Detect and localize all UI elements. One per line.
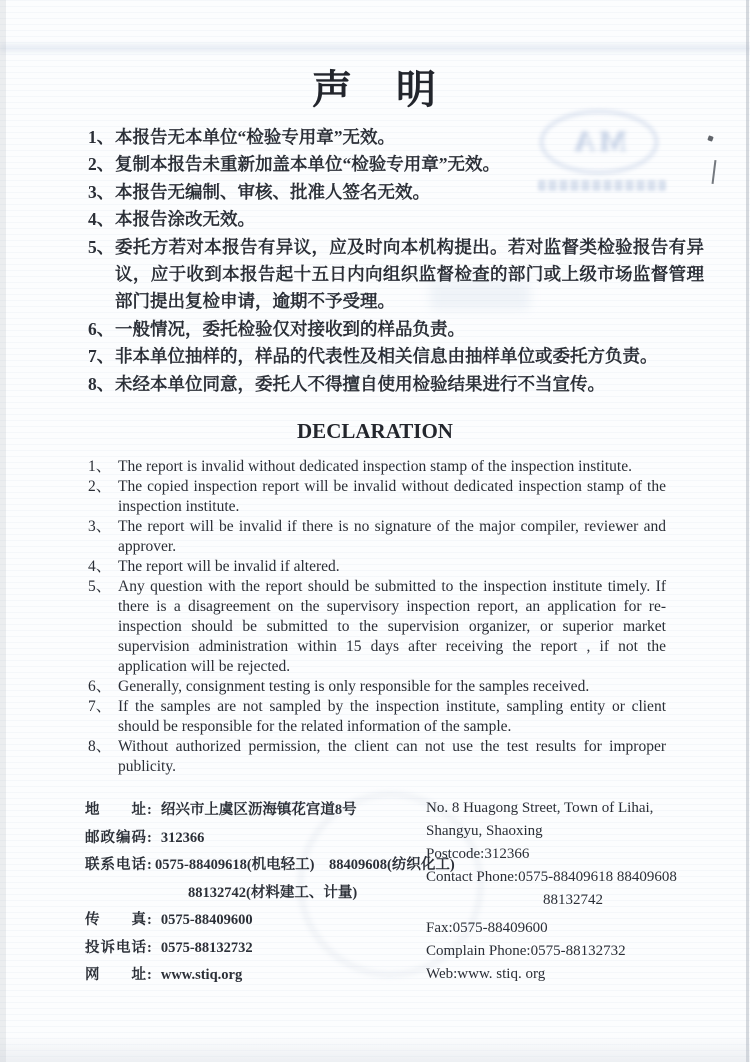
field-label: 邮政编码: [85,829,153,846]
item-text: 委托方若对本报告有异议，应及时向本机构提出。若对监督类检验报告有异议，应于收到本报告起十五日内向组织监督检查的部门或上级市场监督管理部门提出复检申请，逾期不予受理。 [115,236,704,312]
cn-declaration-item [88,151,704,178]
pen-mark [712,160,717,184]
item-number: 5、 [88,578,112,595]
en-declaration-item [88,477,666,517]
cn-declaration-item [88,316,704,343]
item-number: 3、 [88,518,112,535]
en-declaration-item [88,577,666,677]
en-declaration-item [88,557,666,577]
item-text: If the samples are not sampled by the inspection institute, sampling entity or client should be responsible for the related information of the sample. [118,698,666,735]
field-label: 网 址: [85,967,153,983]
scan-edge-bottom [0,1036,750,1062]
footer-row-fax [85,907,437,935]
footer-row-complaint-phone [85,935,437,963]
item-text: 本报告无编制、审核、批准人签名无效。 [115,181,430,202]
field-label: 投诉电话: [85,939,153,956]
footer-line-fax: Fax:0575-88409600 [426,920,548,936]
footer-line-complain-phone: Complain Phone:0575-88132732 [426,943,626,959]
cn-declaration-item [88,206,704,233]
item-number: 6、 [88,318,115,339]
item-text: Any question with the report should be submitted to the inspection institute timely. If there is a disagreement on the supervisory inspection report, an application for re-inspection should be submitted to the supervision organizer, or superior market supervision administration within 15 days after receiving the report , if not the application will be rejected. [118,578,666,675]
item-number: 6、 [88,678,112,695]
item-number: 4、 [88,209,115,230]
footer-contact-en [426,797,731,986]
item-text: The copied inspection report will be invalid without dedicated inspection stamp of the inspection institute. [118,478,666,515]
item-text: 本报告涂改无效。 [115,209,255,230]
item-number: 7、 [88,346,115,367]
item-text: 一般情况，委托检验仅对接收到的样品负责。 [115,318,465,339]
en-declaration-item [88,737,666,777]
field-label: 联系电话: [85,857,153,873]
scan-line-band [0,44,750,52]
cn-declaration-item [88,124,704,151]
item-text: 非本单位抽样的，样品的代表性及相关信息由抽样单位或委托方负责。 [115,346,658,367]
item-number: 2、 [88,478,112,495]
footer-line-contact-phone-cont: 88132742 [543,892,603,908]
scan-edge-left [0,0,6,1062]
field-value: 0575-88132732 [160,939,253,956]
field-value: 绍兴市上虞区沥海镇花宫道8号 [160,802,357,818]
field-value: 312366 [160,829,205,846]
footer-row-contact-phone [85,852,455,880]
field-value: 88132742(材料建工、计量) [188,884,358,901]
footer-row-address [85,797,437,825]
cma-logo-bleedthrough-icon: MA [540,110,658,174]
footer-row-postcode [85,825,437,853]
cn-declaration-list [88,124,704,398]
footer-line-contact-phone: Contact Phone:0575-88409618 88409608 [426,869,677,885]
item-number: 8、 [88,738,112,755]
item-text: Without authorized permission, the client can not use the test results for improper publicity. [118,738,666,775]
footer-line-address2: Shangyu, Shaoxing [426,823,543,839]
item-number: 5、 [88,236,115,257]
field-value: www.stiq.org [160,967,243,983]
field-value: 0575-88409600 [160,912,253,928]
field-value: 0575-88409618(机电轻工) 88409608(纺织化工) [155,857,455,873]
footer-row-contact-phone-cont [85,880,437,908]
en-declaration-list [88,457,666,777]
cn-declaration-item [88,343,704,370]
field-label: 地 址: [85,802,153,818]
item-text: 本报告无本单位“检验专用章”无效。 [115,127,395,147]
footer-contact-cn [85,797,455,990]
en-declaration-item [88,517,666,557]
footer-line-postcode: Postcode:312366 [426,846,530,862]
item-number: 8、 [88,373,115,394]
footer-line-address1: No. 8 Huagong Street, Town of Lihai, [426,800,654,816]
pen-mark [707,135,713,141]
item-number: 7、 [88,698,112,715]
item-number: 1、 [88,127,115,147]
cn-declaration-item [88,234,704,316]
field-label: 传 真: [85,912,153,928]
declaration-heading: DECLARATION [297,419,453,443]
item-text: The report will be invalid if altered. [118,558,340,575]
item-text: The report will be invalid if there is no signature of the major compiler, reviewer and approver. [118,518,666,555]
en-declaration-item [88,677,666,697]
item-number: 3、 [88,181,115,202]
cn-declaration-item [88,371,704,398]
footer-line-web: Web:www. stiq. org [426,966,546,982]
item-number: 1、 [88,458,112,475]
item-text: Generally, consignment testing is only responsible for the samples received. [118,678,590,695]
page-title: 声 明 [312,67,438,112]
footer-row-website [85,962,437,990]
en-declaration-item [88,457,666,477]
item-text: The report is invalid without dedicated inspection stamp of the inspection institute. [118,458,632,475]
item-number: 2、 [88,154,115,175]
item-number: 4、 [88,558,112,575]
en-declaration-item [88,697,666,737]
item-text: 复制本报告未重新加盖本单位“检验专用章”无效。 [115,154,500,175]
item-text: 未经本单位同意，委托人不得擅自使用检验结果进行不当宣传。 [115,373,605,394]
cn-declaration-item [88,179,704,206]
scan-edge-right [746,0,749,1062]
